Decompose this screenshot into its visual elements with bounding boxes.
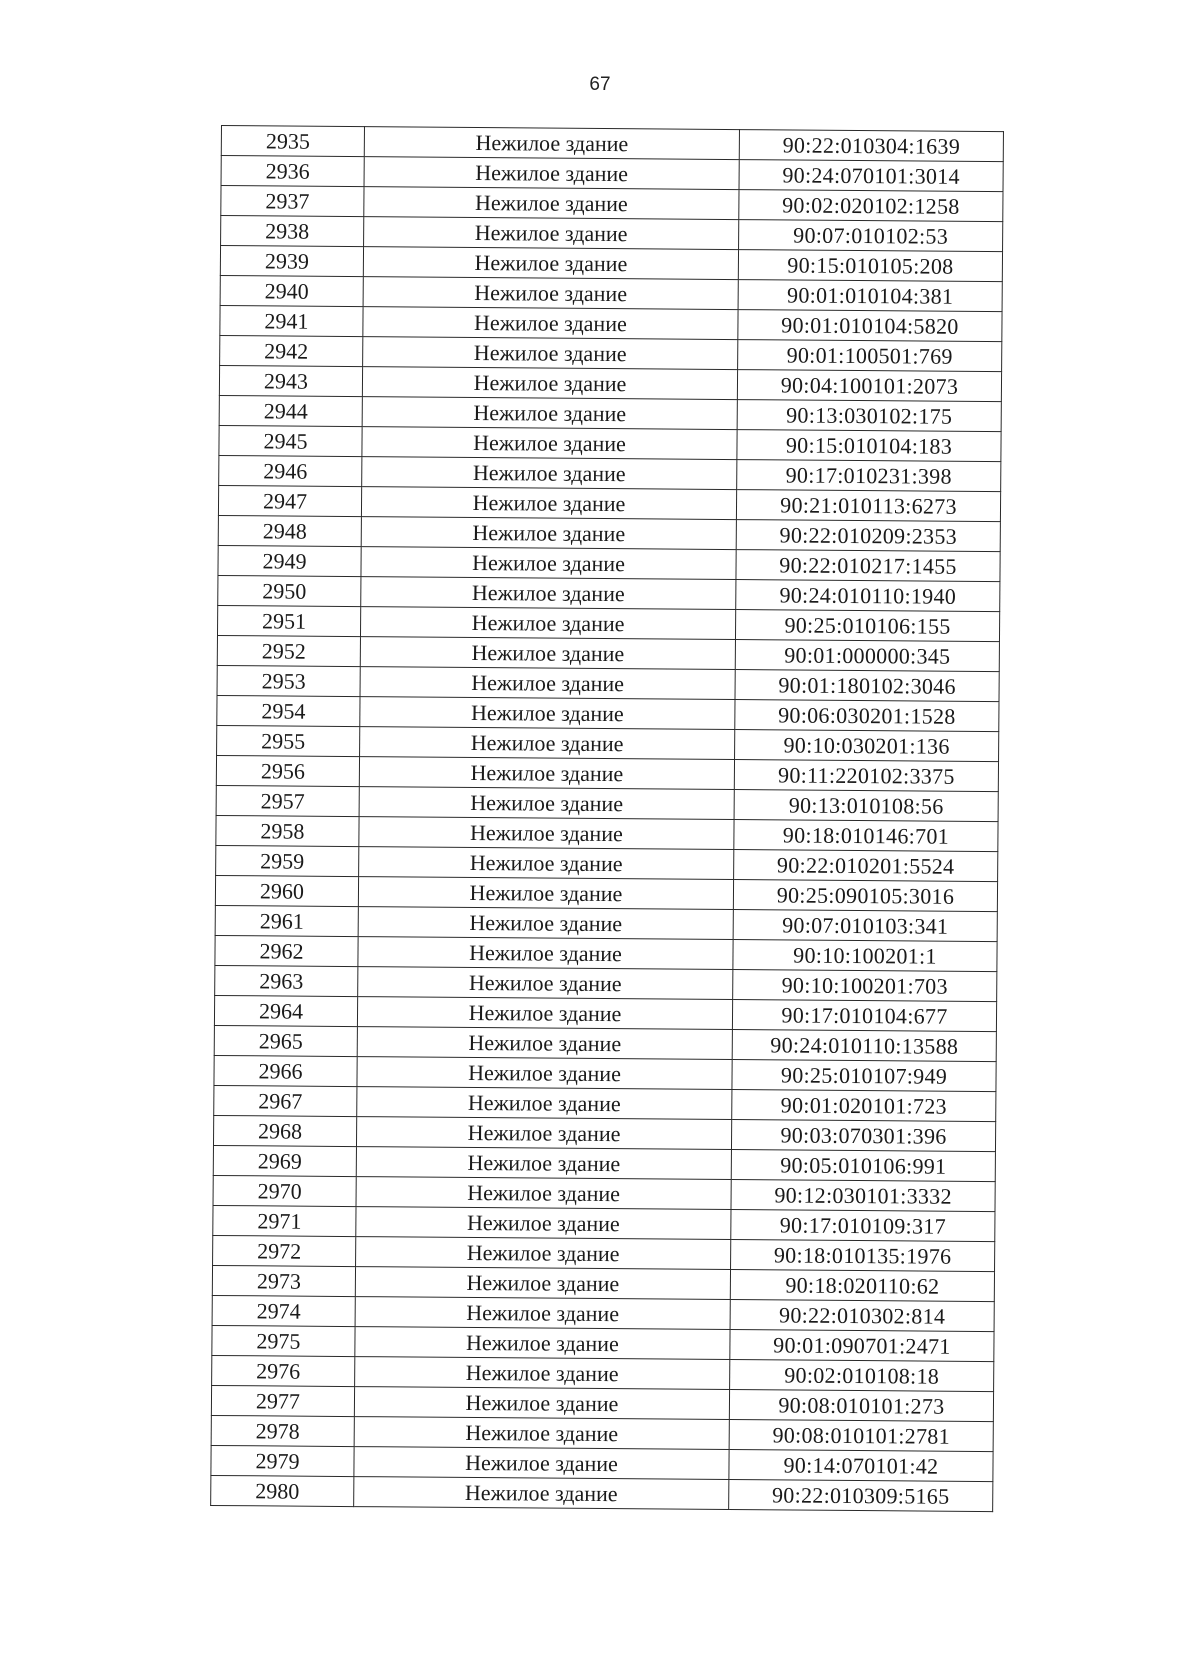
- object-type-cell: Нежилое здание: [364, 187, 739, 220]
- object-type-cell: Нежилое здание: [358, 907, 733, 940]
- cadastral-number-cell: 90:24:010110:13588: [732, 1030, 996, 1062]
- row-number-cell: 2966: [214, 1055, 357, 1086]
- object-type-cell: Нежилое здание: [363, 247, 738, 280]
- object-type-cell: Нежилое здание: [359, 787, 734, 820]
- table-body: [211, 126, 1004, 1512]
- cadastral-number-cell: 90:21:010113:6273: [736, 490, 1000, 522]
- row-number-cell: 2976: [212, 1355, 355, 1386]
- cadastral-number-cell: 90:07:010102:53: [739, 220, 1003, 252]
- cadastral-number-cell: 90:17:010109:317: [731, 1210, 995, 1242]
- object-type-cell: Нежилое здание: [357, 997, 732, 1030]
- object-type-cell: Нежилое здание: [358, 877, 733, 910]
- cadastral-number-cell: 90:07:010103:341: [733, 910, 997, 942]
- object-type-cell: Нежилое здание: [358, 937, 733, 970]
- row-number-cell: 2939: [220, 246, 363, 277]
- row-number-cell: 2964: [214, 995, 357, 1026]
- cadastral-number-cell: 90:18:010135:1976: [731, 1240, 995, 1272]
- object-type-cell: Нежилое здание: [362, 457, 737, 490]
- cadastral-number-cell: 90:15:010104:183: [737, 430, 1001, 462]
- cadastral-number-cell: 90:08:010101:273: [729, 1390, 993, 1422]
- object-type-cell: Нежилое здание: [362, 397, 737, 430]
- object-type-cell: Нежилое здание: [357, 1027, 732, 1060]
- object-type-cell: Нежилое здание: [359, 847, 734, 880]
- row-number-cell: 2940: [220, 275, 363, 306]
- row-number-cell: 2977: [211, 1385, 354, 1416]
- row-number-cell: 2941: [220, 305, 363, 336]
- page-number: 67: [589, 74, 611, 95]
- object-type-cell: Нежилое здание: [354, 1477, 729, 1510]
- row-number-cell: 2943: [219, 365, 362, 396]
- row-number-cell: 2962: [215, 935, 358, 966]
- row-number-cell: 2955: [217, 725, 360, 756]
- cadastral-number-cell: 90:22:010302:814: [730, 1300, 994, 1332]
- row-number-cell: 2945: [219, 425, 362, 456]
- cadastral-number-cell: 90:01:020101:723: [732, 1090, 996, 1122]
- row-number-cell: 2978: [211, 1415, 354, 1446]
- row-number-cell: 2960: [215, 875, 358, 906]
- row-number-cell: 2961: [215, 905, 358, 936]
- object-type-cell: Нежилое здание: [356, 1147, 731, 1180]
- object-type-cell: Нежилое здание: [363, 307, 738, 340]
- row-number-cell: 2936: [221, 156, 364, 187]
- object-type-cell: Нежилое здание: [357, 1087, 732, 1120]
- cadastral-number-cell: 90:13:030102:175: [737, 400, 1001, 432]
- cadastral-number-cell: 90:25:010107:949: [732, 1060, 996, 1092]
- row-number-cell: 2963: [215, 965, 358, 996]
- cadastral-number-cell: 90:01:010104:5820: [738, 310, 1002, 342]
- row-number-cell: 2935: [221, 126, 364, 157]
- cadastral-number-cell: 90:22:010201:5524: [734, 850, 998, 882]
- object-type-cell: Нежилое здание: [360, 667, 735, 700]
- row-number-cell: 2946: [219, 455, 362, 486]
- object-type-cell: Нежилое здание: [358, 967, 733, 1000]
- cadastral-number-cell: 90:22:010209:2353: [736, 520, 1000, 552]
- row-number-cell: 2967: [214, 1085, 357, 1116]
- cadastral-number-cell: 90:25:090105:3016: [733, 880, 997, 912]
- cadastral-number-cell: 90:01:180102:3046: [735, 670, 999, 702]
- cadastral-number-cell: 90:04:100101:2073: [737, 370, 1001, 402]
- cadastral-number-cell: 90:10:100201:1: [733, 940, 997, 972]
- object-type-cell: Нежилое здание: [359, 817, 734, 850]
- object-type-cell: Нежилое здание: [363, 337, 738, 370]
- row-number-cell: 2968: [213, 1115, 356, 1146]
- object-type-cell: Нежилое здание: [360, 607, 735, 640]
- row-number-cell: 2942: [220, 335, 363, 366]
- row-number-cell: 2965: [214, 1025, 357, 1056]
- cadastral-number-cell: 90:13:010108:56: [734, 790, 998, 822]
- object-type-cell: Нежилое здание: [360, 697, 735, 730]
- object-type-cell: Нежилое здание: [355, 1327, 730, 1360]
- cadastral-number-cell: 90:15:010105:208: [738, 250, 1002, 282]
- cadastral-number-cell: 90:01:090701:2471: [730, 1330, 994, 1362]
- row-number-cell: 2937: [221, 186, 364, 217]
- cadastral-number-cell: 90:08:010101:2781: [729, 1420, 993, 1452]
- row-number-cell: 2947: [218, 485, 361, 516]
- object-type-cell: Нежилое здание: [361, 577, 736, 610]
- cadastral-number-cell: 90:24:010110:1940: [736, 580, 1000, 612]
- cadastral-number-cell: 90:24:070101:3014: [739, 160, 1003, 192]
- row-number-cell: 2956: [216, 755, 359, 786]
- object-type-cell: Нежилое здание: [362, 427, 737, 460]
- cadastral-number-cell: 90:22:010217:1455: [736, 550, 1000, 582]
- cadastral-number-cell: 90:01:100501:769: [738, 340, 1002, 372]
- row-number-cell: 2954: [217, 695, 360, 726]
- object-type-cell: Нежилое здание: [355, 1267, 730, 1300]
- object-type-cell: Нежилое здание: [364, 157, 739, 190]
- row-number-cell: 2958: [216, 815, 359, 846]
- object-type-cell: Нежилое здание: [356, 1117, 731, 1150]
- row-number-cell: 2953: [217, 665, 360, 696]
- object-type-cell: Нежилое здание: [357, 1057, 732, 1090]
- table-row: [211, 1475, 993, 1511]
- row-number-cell: 2949: [218, 545, 361, 576]
- row-number-cell: 2979: [211, 1445, 354, 1476]
- object-type-cell: Нежилое здание: [361, 487, 736, 520]
- cadastral-number-cell: 90:22:010304:1639: [739, 130, 1003, 162]
- object-type-cell: Нежилое здание: [360, 727, 735, 760]
- cadastral-number-cell: 90:14:070101:42: [729, 1450, 993, 1482]
- cadastral-number-cell: 90:10:100201:703: [733, 970, 997, 1002]
- cadastral-number-cell: 90:12:030101:3332: [731, 1180, 995, 1212]
- object-type-cell: Нежилое здание: [360, 637, 735, 670]
- row-number-cell: 2950: [218, 575, 361, 606]
- cadastral-number-cell: 90:18:010146:701: [734, 820, 998, 852]
- row-number-cell: 2970: [213, 1175, 356, 1206]
- cadastral-number-cell: 90:18:020110:62: [730, 1270, 994, 1302]
- row-number-cell: 2959: [216, 845, 359, 876]
- cadastral-number-cell: 90:25:010106:155: [735, 610, 999, 642]
- object-type-cell: Нежилое здание: [354, 1447, 729, 1480]
- row-number-cell: 2938: [221, 216, 364, 247]
- property-table: [210, 125, 1004, 1512]
- row-number-cell: 2948: [218, 515, 361, 546]
- object-type-cell: Нежилое здание: [354, 1417, 729, 1450]
- row-number-cell: 2944: [219, 395, 362, 426]
- cadastral-number-cell: 90:10:030201:136: [735, 730, 999, 762]
- cadastral-number-cell: 90:22:010309:5165: [729, 1480, 993, 1512]
- cadastral-number-cell: 90:01:010104:381: [738, 280, 1002, 312]
- row-number-cell: 2952: [217, 635, 360, 666]
- object-type-cell: Нежилое здание: [355, 1297, 730, 1330]
- row-number-cell: 2971: [213, 1205, 356, 1236]
- row-number-cell: 2980: [211, 1475, 354, 1506]
- row-number-cell: 2974: [212, 1295, 355, 1326]
- object-type-cell: Нежилое здание: [361, 517, 736, 550]
- row-number-cell: 2973: [212, 1265, 355, 1296]
- row-number-cell: 2951: [217, 605, 360, 636]
- object-type-cell: Нежилое здание: [354, 1387, 729, 1420]
- object-type-cell: Нежилое здание: [363, 277, 738, 310]
- cadastral-number-cell: 90:02:010108:18: [730, 1360, 994, 1392]
- object-type-cell: Нежилое здание: [359, 757, 734, 790]
- cadastral-number-cell: 90:11:220102:3375: [734, 760, 998, 792]
- cadastral-number-cell: 90:03:070301:396: [731, 1120, 995, 1152]
- object-type-cell: Нежилое здание: [356, 1177, 731, 1210]
- cadastral-number-cell: 90:17:010231:398: [737, 460, 1001, 492]
- object-type-cell: Нежилое здание: [364, 127, 739, 160]
- object-type-cell: Нежилое здание: [362, 367, 737, 400]
- object-type-cell: Нежилое здание: [356, 1237, 731, 1270]
- cadastral-number-cell: 90:06:030201:1528: [735, 700, 999, 732]
- object-type-cell: Нежилое здание: [364, 217, 739, 250]
- object-type-cell: Нежилое здание: [356, 1207, 731, 1240]
- row-number-cell: 2969: [213, 1145, 356, 1176]
- row-number-cell: 2972: [213, 1235, 356, 1266]
- cadastral-number-cell: 90:01:000000:345: [735, 640, 999, 672]
- cadastral-number-cell: 90:17:010104:677: [732, 1000, 996, 1032]
- cadastral-number-cell: 90:05:010106:991: [731, 1150, 995, 1182]
- object-type-cell: Нежилое здание: [355, 1357, 730, 1390]
- object-type-cell: Нежилое здание: [361, 547, 736, 580]
- row-number-cell: 2975: [212, 1325, 355, 1356]
- cadastral-number-cell: 90:02:020102:1258: [739, 190, 1003, 222]
- row-number-cell: 2957: [216, 785, 359, 816]
